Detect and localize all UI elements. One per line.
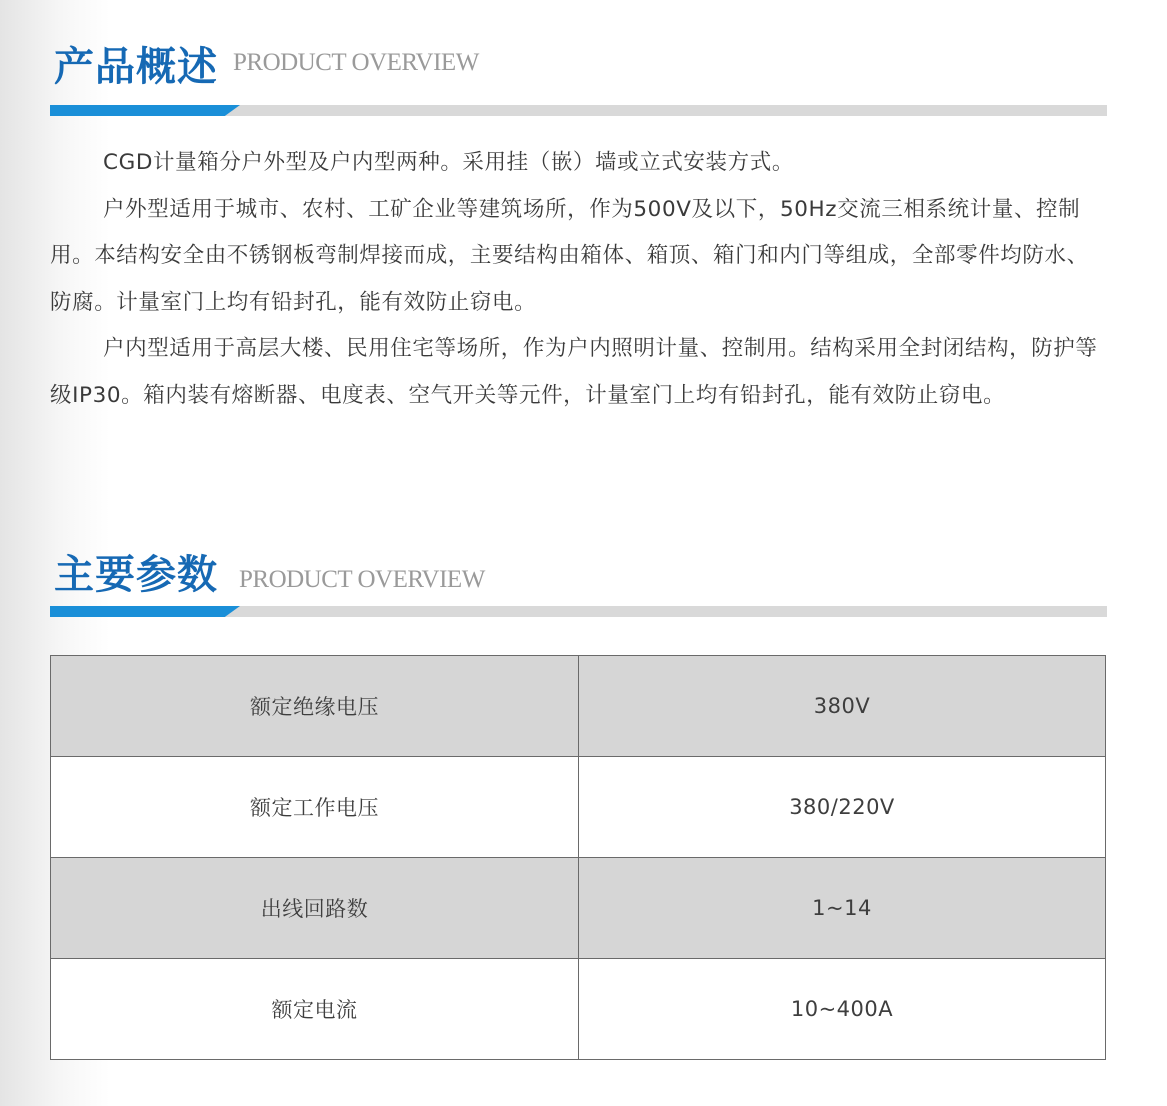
- param-name-cell: 额定工作电压: [51, 757, 579, 858]
- overview-section-header: [50, 35, 1107, 120]
- params-subtitle: PRODUCT OVERVIEW: [239, 566, 485, 593]
- overview-paragraph: 户外型适用于城市、农村、工矿企业等建筑场所，作为500V及以下，50Hz交流三相系统计量、控制用。本结构安全由不锈钢板弯制焊接而成，主要结构由箱体、箱顶、箱门和内门等组成，全部零件均防水、防腐。计量室门上均有铅封孔，能有效防止窃电。: [50, 196, 1089, 315]
- params-divider-bar: [50, 606, 1107, 617]
- param-value-cell: 10~400A: [579, 959, 1106, 1060]
- param-value-cell: 1~14: [579, 858, 1106, 959]
- overview-body: [50, 140, 1110, 419]
- overview-title: 产品概述: [54, 44, 218, 90]
- table-row: [51, 858, 1106, 959]
- overview-divider-accent: [50, 105, 240, 116]
- table-row: [51, 656, 1106, 757]
- overview-paragraph: CGD计量箱分户外型及户内型两种。采用挂（嵌）墙或立式安装方式。: [103, 150, 794, 175]
- params-divider-accent: [50, 606, 240, 617]
- params-section-header: [50, 543, 1107, 628]
- param-value-cell: 380/220V: [579, 757, 1106, 858]
- overview-divider-bar: [50, 105, 1107, 116]
- params-table: [50, 655, 1106, 1060]
- param-name-cell: 额定电流: [51, 959, 579, 1060]
- overview-paragraph: 户内型适用于高层大楼、民用住宅等场所，作为户内照明计量、控制用。结构采用全封闭结构，防护等级IP30。箱内装有熔断器、电度表、空气开关等元件，计量室门上均有铅封孔，能有效防止窃电。: [50, 336, 1098, 408]
- param-value-cell: 380V: [579, 656, 1106, 757]
- param-name-cell: 出线回路数: [51, 858, 579, 959]
- params-title: 主要参数: [54, 552, 218, 598]
- param-name-cell: 额定绝缘电压: [51, 656, 579, 757]
- overview-subtitle: PRODUCT OVERVIEW: [233, 49, 479, 76]
- table-row: [51, 757, 1106, 858]
- table-row: [51, 959, 1106, 1060]
